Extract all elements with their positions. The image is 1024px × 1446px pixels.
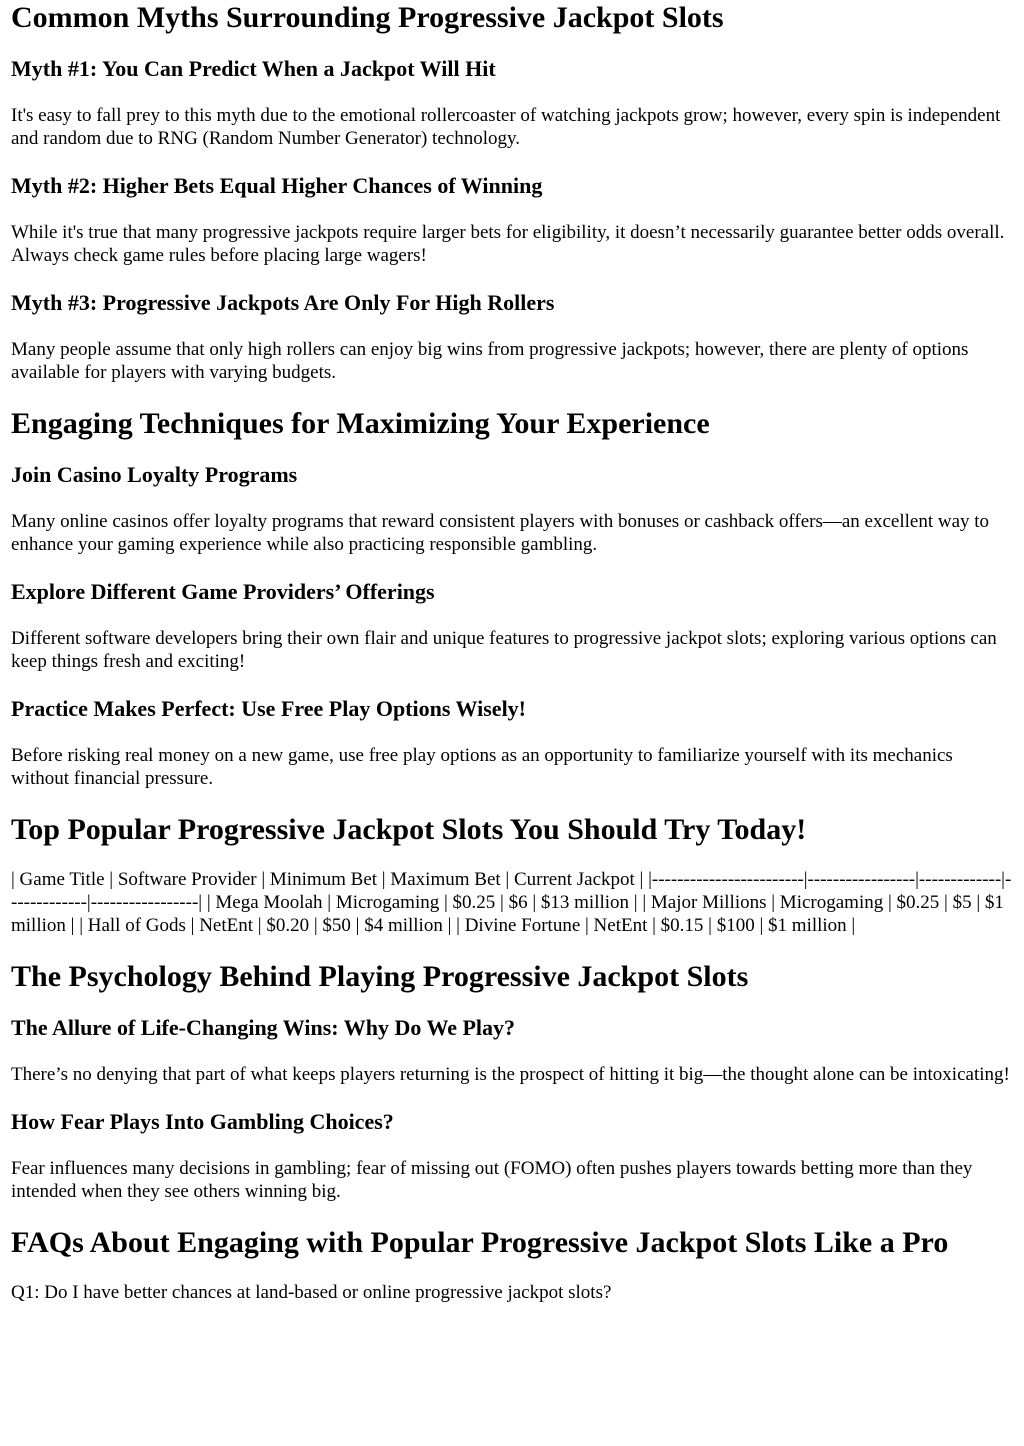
section-title-myths: Common Myths Surrounding Progressive Jackpot Slots <box>11 1 724 34</box>
fear-heading: How Fear Plays Into Gambling Choices? <box>11 1109 394 1134</box>
section-title-psychology: The Psychology Behind Playing Progressive Jackpot Slots <box>11 960 749 993</box>
myth-3-heading: Myth #3: Progressive Jackpots Are Only For High Rollers <box>11 290 555 315</box>
loyalty-heading: Join Casino Loyalty Programs <box>11 462 298 487</box>
myth-2-text: While it's true that many progressive jackpots require larger bets for eligibility, it doesn’t necessarily guarantee better odds overall. Always check game rules before placing large wagers! <box>11 222 1005 266</box>
fear-text: Fear influences many decisions in gambling; fear of missing out (FOMO) often pushes players towards betting more than they intended when they see others winning big. <box>11 1158 973 1202</box>
section-title-techniques: Engaging Techniques for Maximizing Your Experience <box>11 407 710 440</box>
slots-raw-table: | Game Title | Software Provider | Minimum Bet | Maximum Bet | Current Jackpot | |------------------------|-----------------|-------------|-------------|-----------------| | Mega Moolah | Microgaming | $0.25 | $6 | $13 million | | Major Millions | Microgaming | $0.25 | $5 | $1 million | | Hall of Gods | NetEnt | $0.20 | $50 | $4 million | | Divine Fortune | NetEnt | $0.15 | $100 | $1 million | <box>11 869 1012 936</box>
myth-1-heading: Myth #1: You Can Predict When a Jackpot Will Hit <box>11 56 496 81</box>
allure-text: There’s no denying that part of what keeps players returning is the prospect of hitting it big—the thought alone can be intoxicating! <box>11 1064 1010 1085</box>
free-play-heading: Practice Makes Perfect: Use Free Play Options Wisely! <box>11 696 527 721</box>
section-title-top-slots: Top Popular Progressive Jackpot Slots You Should Try Today! <box>11 813 807 846</box>
myth-3-text: Many people assume that only high rollers can enjoy big wins from progressive jackpots; however, there are plenty of options available for players with varying budgets. <box>11 339 969 383</box>
loyalty-text: Many online casinos offer loyalty programs that reward consistent players with bonuses or cashback offers—an excellent way to enhance your gaming experience while also practicing responsible gambling. <box>11 511 990 555</box>
allure-heading: The Allure of Life-Changing Wins: Why Do We Play? <box>11 1015 516 1040</box>
providers-heading: Explore Different Game Providers’ Offerings <box>11 579 435 604</box>
faq-question-1: Q1: Do I have better chances at land-based or online progressive jackpot slots? <box>11 1282 612 1303</box>
providers-text: Different software developers bring their own flair and unique features to progressive jackpot slots; exploring various options can keep things fresh and exciting! <box>11 628 997 672</box>
myth-2-heading: Myth #2: Higher Bets Equal Higher Chances of Winning <box>11 173 543 198</box>
section-title-faqs: FAQs About Engaging with Popular Progressive Jackpot Slots Like a Pro <box>11 1226 949 1259</box>
myth-1-text: It's easy to fall prey to this myth due to the emotional rollercoaster of watching jackpots grow; however, every spin is independent and random due to RNG (Random Number Generator) technology. <box>11 105 1001 149</box>
free-play-text: Before risking real money on a new game, use free play options as an opportunity to familiarize yourself with its mechanics without financial pressure. <box>11 745 953 789</box>
